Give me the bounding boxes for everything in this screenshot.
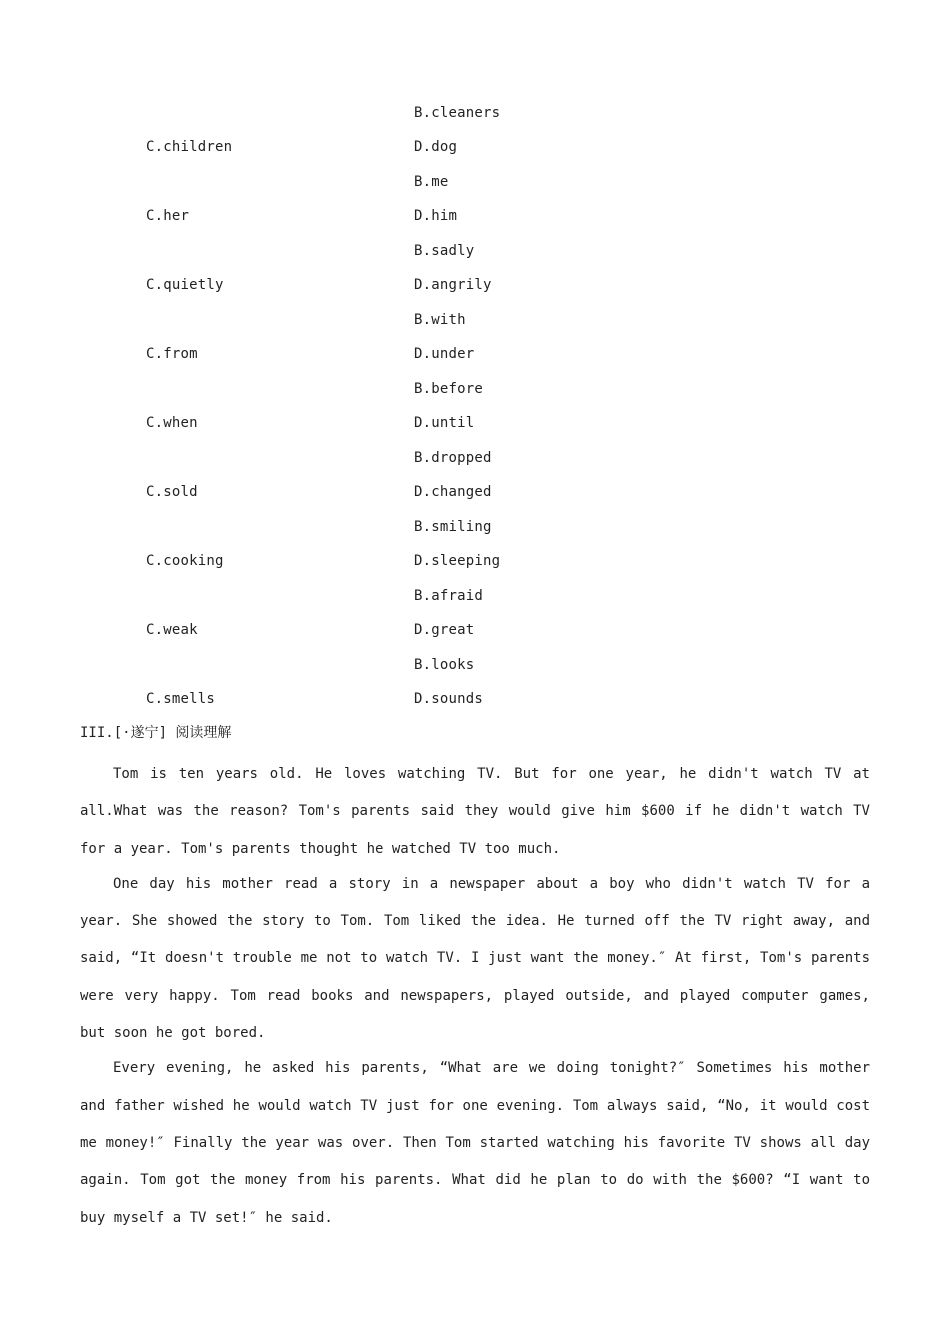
option-d-sleeping: D.sleeping: [414, 553, 501, 569]
option-d-until: D.until: [414, 415, 475, 431]
option-c-her: C.her: [146, 208, 190, 224]
section-heading: III.[·遂宁] 阅读理解: [80, 725, 232, 741]
passage-paragraph-1: Tom is ten years old. He loves watching TV. But for one year, he didn't watch TV at all.What was the reason? Tom's parents said they would give him $600 if he didn't watch TV for a year. Tom's parents thought he watched TV too much.: [80, 766, 870, 857]
option-b-looks: B.looks: [414, 657, 475, 673]
option-b-before: B.before: [414, 381, 484, 397]
option-b-sadly: B.sadly: [414, 243, 475, 259]
option-c-children: C.children: [146, 139, 233, 155]
option-c-smells: C.smells: [146, 691, 216, 707]
option-b-with: B.with: [414, 312, 466, 328]
option-c-when: C.when: [146, 415, 198, 431]
option-d-sounds: D.sounds: [414, 691, 484, 707]
option-d-changed: D.changed: [414, 484, 492, 500]
option-d-him: D.him: [414, 208, 458, 224]
option-d-great: D.great: [414, 622, 475, 638]
option-d-angrily: D.angrily: [414, 277, 492, 293]
option-c-weak: C.weak: [146, 622, 198, 638]
option-b-afraid: B.afraid: [414, 588, 484, 604]
option-d-dog: D.dog: [414, 139, 458, 155]
option-b-smiling: B.smiling: [414, 519, 492, 535]
option-c-quietly: C.quietly: [146, 277, 224, 293]
option-c-from: C.from: [146, 346, 198, 362]
option-b-me: B.me: [414, 174, 449, 190]
option-c-cooking: C.cooking: [146, 553, 224, 569]
option-c-sold: C.sold: [146, 484, 198, 500]
option-d-under: D.under: [414, 346, 475, 362]
option-b-dropped: B.dropped: [414, 450, 492, 466]
option-b-cleaners: B.cleaners: [414, 105, 501, 121]
passage-paragraph-3: Every evening, he asked his parents, “What are we doing tonight?″ Sometimes his mother and father wished he would watch TV just for one evening. Tom always said, “No, it would cost me money!″ Finally the year was over. Then Tom started watching his favorite TV shows all day again. Tom got the money from his parents. What did he plan to do with the $600? “I want to buy myself a TV set!″ he said.: [80, 1060, 870, 1226]
passage-paragraph-2: One day his mother read a story in a newspaper about a boy who didn't watch TV for a year. She showed the story to Tom. Tom liked the idea. He turned off the TV right away, and said, “It doesn't trouble me not to watch TV. I just want the money.″ At first, Tom's parents were very happy. Tom read books and newspapers, played outside, and played computer games, but soon he got bored.: [80, 875, 870, 1042]
reading-passage: [80, 756, 870, 1235]
